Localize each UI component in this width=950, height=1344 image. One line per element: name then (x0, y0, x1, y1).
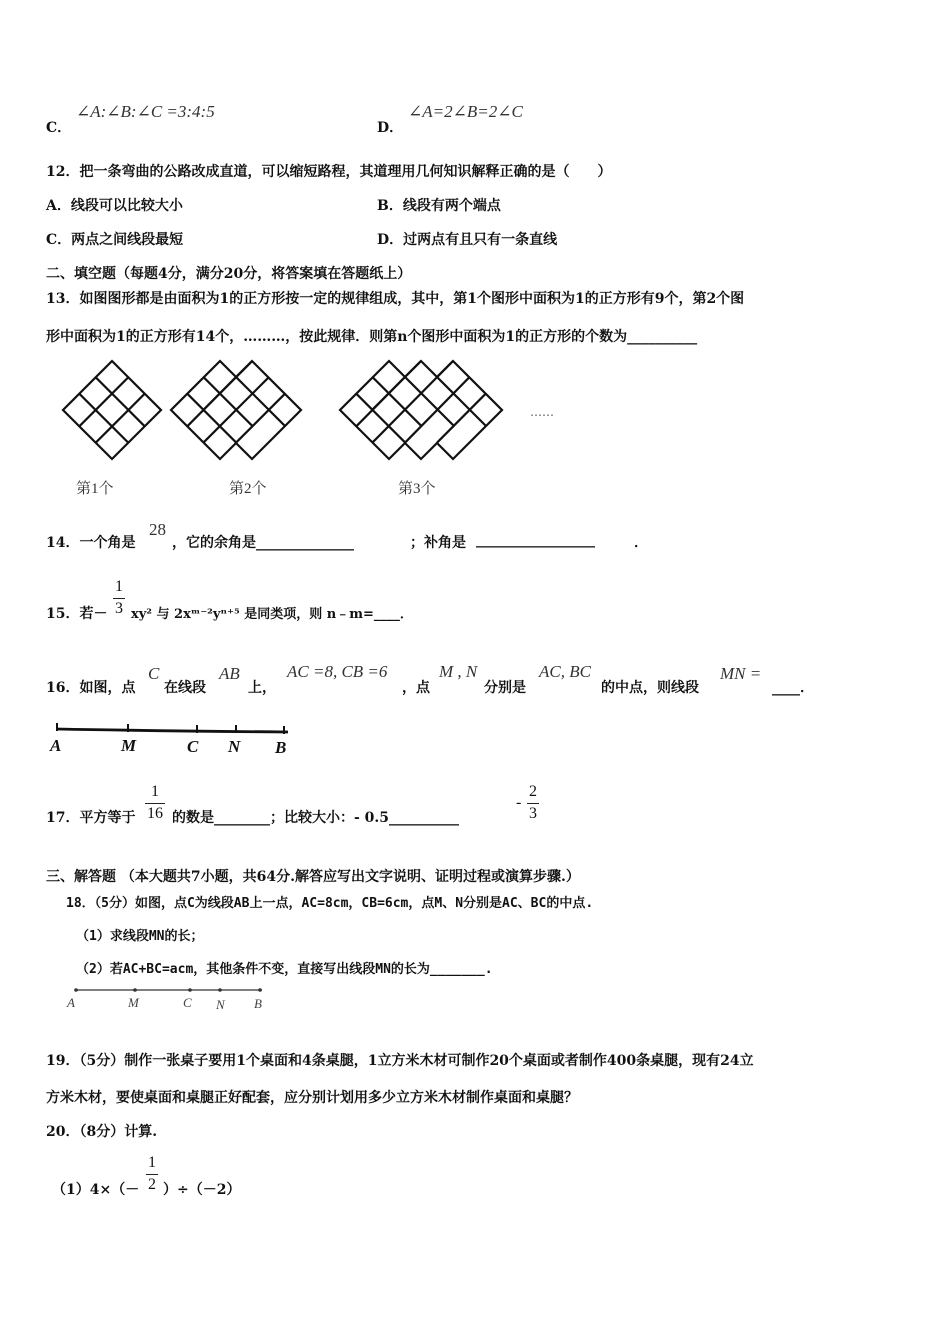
q18-label-a: A (67, 995, 75, 1010)
q12-stem: 12．把一条弯曲的公路改成直道，可以缩短路程，其道理用几何知识解释正确的是（ ） (46, 164, 612, 180)
q17-fraction (145, 784, 165, 822)
q12-option-b: B．线段有两个端点 (377, 198, 501, 214)
q13-figure-2 (171, 361, 301, 459)
q13-square-patterns (55, 358, 525, 470)
q18-stem: 18．（5分）如图，点C为线段AB上一点，AC=8cm，CB=6cm，点M、N分别是AC、BC的中点. (66, 896, 594, 911)
q16-text-2: 上， (248, 680, 276, 696)
q15-prefix: 15．若－ (46, 606, 108, 622)
q16-label-c: C (187, 737, 199, 756)
q17-fraction-2-denominator: 3 (529, 805, 537, 822)
q11-option-d-label: D． (377, 120, 404, 136)
q17-fraction-2-bar (527, 803, 539, 804)
q19-line-1: 19．（5分）制作一张桌子要用1个桌面和4条桌腿，1立方米木材可制作20个桌面或者制作400条桌腿，现有24立 (46, 1053, 754, 1069)
q14-angle: 28 (149, 520, 166, 539)
q15-text: xy² 与 2xᵐ⁻²yⁿ⁺⁵ 是同类项，则 n﹣m=____． (131, 607, 413, 622)
q14-prefix: 14．一个角是 (46, 535, 136, 551)
q20-fraction-numerator: 1 (148, 1154, 156, 1171)
q16-point-c: C (148, 664, 160, 683)
q18-label-m: M (128, 995, 139, 1010)
q12-option-a: A．线段可以比较大小 (46, 198, 183, 214)
q13-figure-3 (340, 361, 502, 459)
q11-option-d-expression: ∠A=2∠B=2∠C (408, 102, 523, 121)
q13-figure-3-label: 第3个 (398, 481, 436, 497)
q17-fraction-bar (145, 803, 165, 804)
q13-figure-1-label: 第1个 (76, 481, 114, 497)
q17-fraction-2 (527, 784, 539, 822)
q13-figure-2-label: 第2个 (229, 481, 267, 497)
q16-segment-ab: AB (219, 664, 240, 683)
q16-prefix: 16．如图，点 (46, 680, 136, 696)
q14-supplement-label: ；补角是 (410, 535, 466, 551)
q15-fraction-bar (113, 598, 125, 599)
q16-answer-blank: ____． (772, 680, 814, 696)
q13-line-2: 形中面积为1的正方形有14个，………，按此规律．则第n个图形中面积为1的正方形的个数为__________ (46, 329, 698, 345)
q17-fraction-numerator: 1 (151, 783, 159, 800)
q14-complement-blank: ，它的余角是______________ (172, 535, 354, 551)
q16-condition: AC =8, CB =6 (287, 662, 388, 681)
q17-prefix: 17．平方等于 (46, 810, 136, 826)
q16-label-b: B (275, 738, 287, 757)
q15-fraction-numerator: 1 (115, 578, 123, 595)
q16-label-n: N (228, 737, 241, 756)
q18-part-2: （2）若AC+BC=acm，其他条件不变，直接写出线段MN的长为_______. (76, 962, 493, 977)
q18-segment-figure (70, 984, 270, 998)
q20-fraction (146, 1155, 158, 1193)
section-3-heading: 三、解答题 （本大题共7小题，共64分.解答应写出文字说明、证明过程或演算步骤.） (46, 869, 580, 885)
q16-label-a: A (50, 736, 62, 755)
q13-continuation-dots: …… (530, 405, 554, 419)
q11-option-c-expression: ∠A:∠B:∠C =3:4:5 (76, 102, 215, 121)
q16-text-5: 的中点，则线段 (601, 680, 699, 696)
q20-part-1-suffix: ）÷（－2） (163, 1182, 241, 1198)
q16-mn-expression: MN = (720, 664, 762, 683)
q17-fraction-2-numerator: 2 (529, 783, 537, 800)
q12-option-d: D．过两点有且只有一条直线 (377, 232, 558, 248)
q20-fraction-denominator: 2 (148, 1176, 156, 1193)
q12-option-c: C．两点之间线段最短 (46, 232, 184, 248)
q17-negative-sign: - (516, 794, 522, 811)
q14-supplement-blank: _________________ (476, 532, 595, 548)
q15-fraction-denominator: 3 (115, 600, 123, 617)
q16-text-4: 分别是 (484, 680, 526, 696)
q13-figure-1 (63, 361, 161, 459)
q11-option-c-label: C． (46, 120, 72, 136)
q16-label-m: M (121, 736, 137, 755)
q16-text-1: 在线段 (164, 680, 206, 696)
q19-line-2: 方米木材，要使桌面和桌腿正好配套，应分别计划用多少立方米木材制作桌面和桌腿？ (46, 1090, 578, 1106)
q17-text: 的数是________；比较大小：- 0.5__________ (172, 810, 460, 826)
q15-fraction (113, 579, 125, 617)
q18-label-b: B (254, 996, 262, 1011)
q18-part-1: （1）求线段MN的长； (76, 929, 204, 944)
q14-end: ． (634, 535, 648, 551)
q13-line-1: 13．如图图形都是由面积为1的正方形按一定的规律组成，其中，第1个图形中面积为1的正方形有9个，第2个图 (46, 291, 745, 307)
q20-stem: 20．（8分）计算. (46, 1124, 158, 1140)
q16-text-3: ，点 (402, 680, 430, 696)
q16-segments-ac-bc: AC, BC (539, 662, 591, 681)
q17-fraction-denominator: 16 (147, 805, 163, 822)
q18-label-n: N (216, 997, 225, 1012)
section-2-heading: 二、填空题（每题4分，满分20分，将答案填在答题纸上） (46, 266, 412, 282)
q20-part-1-prefix: （1）4×（－ (52, 1182, 140, 1198)
q16-segment-figure (52, 720, 292, 740)
q18-label-c: C (183, 995, 192, 1010)
q20-fraction-bar (146, 1174, 158, 1175)
q16-points-mn: M , N (439, 662, 478, 681)
